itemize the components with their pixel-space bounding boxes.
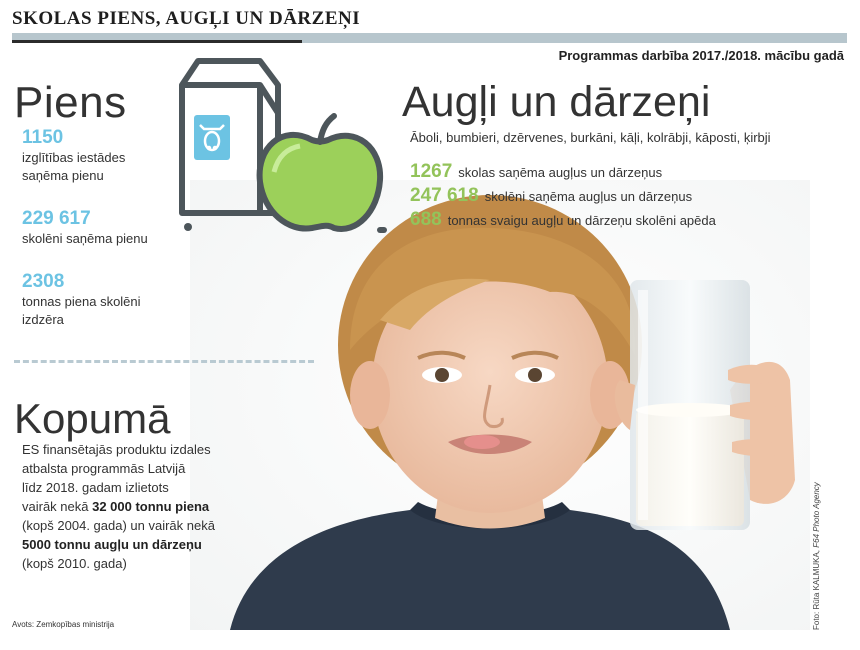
milk-stat-tonnes (22, 271, 141, 329)
fruits-stat-text: tonnas svaigu augļu un dārzeņu skolēni apēda (447, 213, 716, 228)
milk-stat-text: skolēni saņēma pienu (22, 231, 148, 246)
milk-stat-value: 1150 (22, 127, 64, 148)
total-line: (kopš 2010. gada) (22, 556, 127, 571)
fruits-section-title: Augļi un dārzeņi (402, 78, 711, 126)
fruits-stat-text: skolas saņēma augļus un dārzeņus (458, 165, 663, 180)
source-note: Avots: Zemkopības ministrija (12, 620, 115, 629)
milk-stat-text: saņēma pienu (22, 168, 104, 183)
fruits-stat-value: 1267 (410, 161, 453, 182)
page-headline: SKOLAS PIENS, AUGĻI UN DĀRZEŅI (12, 8, 361, 29)
title-rule-accent (12, 40, 302, 43)
total-line: ES finansētajās produktu izdales (22, 442, 211, 457)
total-line (22, 535, 252, 554)
milk-stat-students (22, 208, 148, 248)
photo-credit (812, 482, 821, 630)
milk-stat-text: izdzēra (22, 312, 64, 327)
fruits-list: Āboli, bumbieri, dzērvenes, burkāni, kāļi, kolrābji, kāposti, ķirbji (410, 130, 771, 145)
fruits-stat-tonnes (410, 209, 716, 231)
total-line (22, 497, 252, 516)
fruits-stat-students (410, 185, 692, 207)
total-line: atbalsta programmās Latvijā (22, 461, 186, 476)
milk-stat-text: izglītības iestādes (22, 150, 126, 165)
fruits-stat-value: 688 (410, 209, 442, 230)
milk-stat-value: 229 617 (22, 208, 91, 229)
section-divider (14, 360, 314, 363)
total-line: (kopš 2004. gada) un vairāk nekā (22, 518, 215, 533)
total-fruit-amount: 5000 tonnu augļu un dārzeņu (22, 537, 202, 552)
total-section-body (22, 440, 252, 573)
program-period: Programmas darbība 2017./2018. mācību gadā (558, 48, 844, 63)
milk-stat-value: 2308 (22, 271, 65, 292)
fruits-stat-text: skolēni saņēma augļus un dārzeņus (484, 189, 693, 204)
total-line-text: vairāk nekā (22, 499, 93, 514)
total-section-title: Kopumā (14, 395, 171, 442)
photo-credit-author: Foto: Rūta KALMUKA, (812, 547, 821, 630)
photo-credit-agency: F64 Photo Agency (812, 482, 821, 548)
fruits-stat-schools (410, 161, 662, 183)
total-milk-amount: 32 000 tonnu piena (92, 499, 210, 514)
apple-icon (252, 112, 402, 242)
milk-section-title: Piens (14, 78, 127, 127)
boy-drinking-milk-photo (190, 180, 810, 630)
fruits-stat-value: 247 618 (410, 185, 479, 206)
milk-stat-text: tonnas piena skolēni (22, 294, 141, 309)
total-line: līdz 2018. gadam izlietots (22, 480, 169, 495)
milk-stat-institutions (22, 127, 125, 185)
